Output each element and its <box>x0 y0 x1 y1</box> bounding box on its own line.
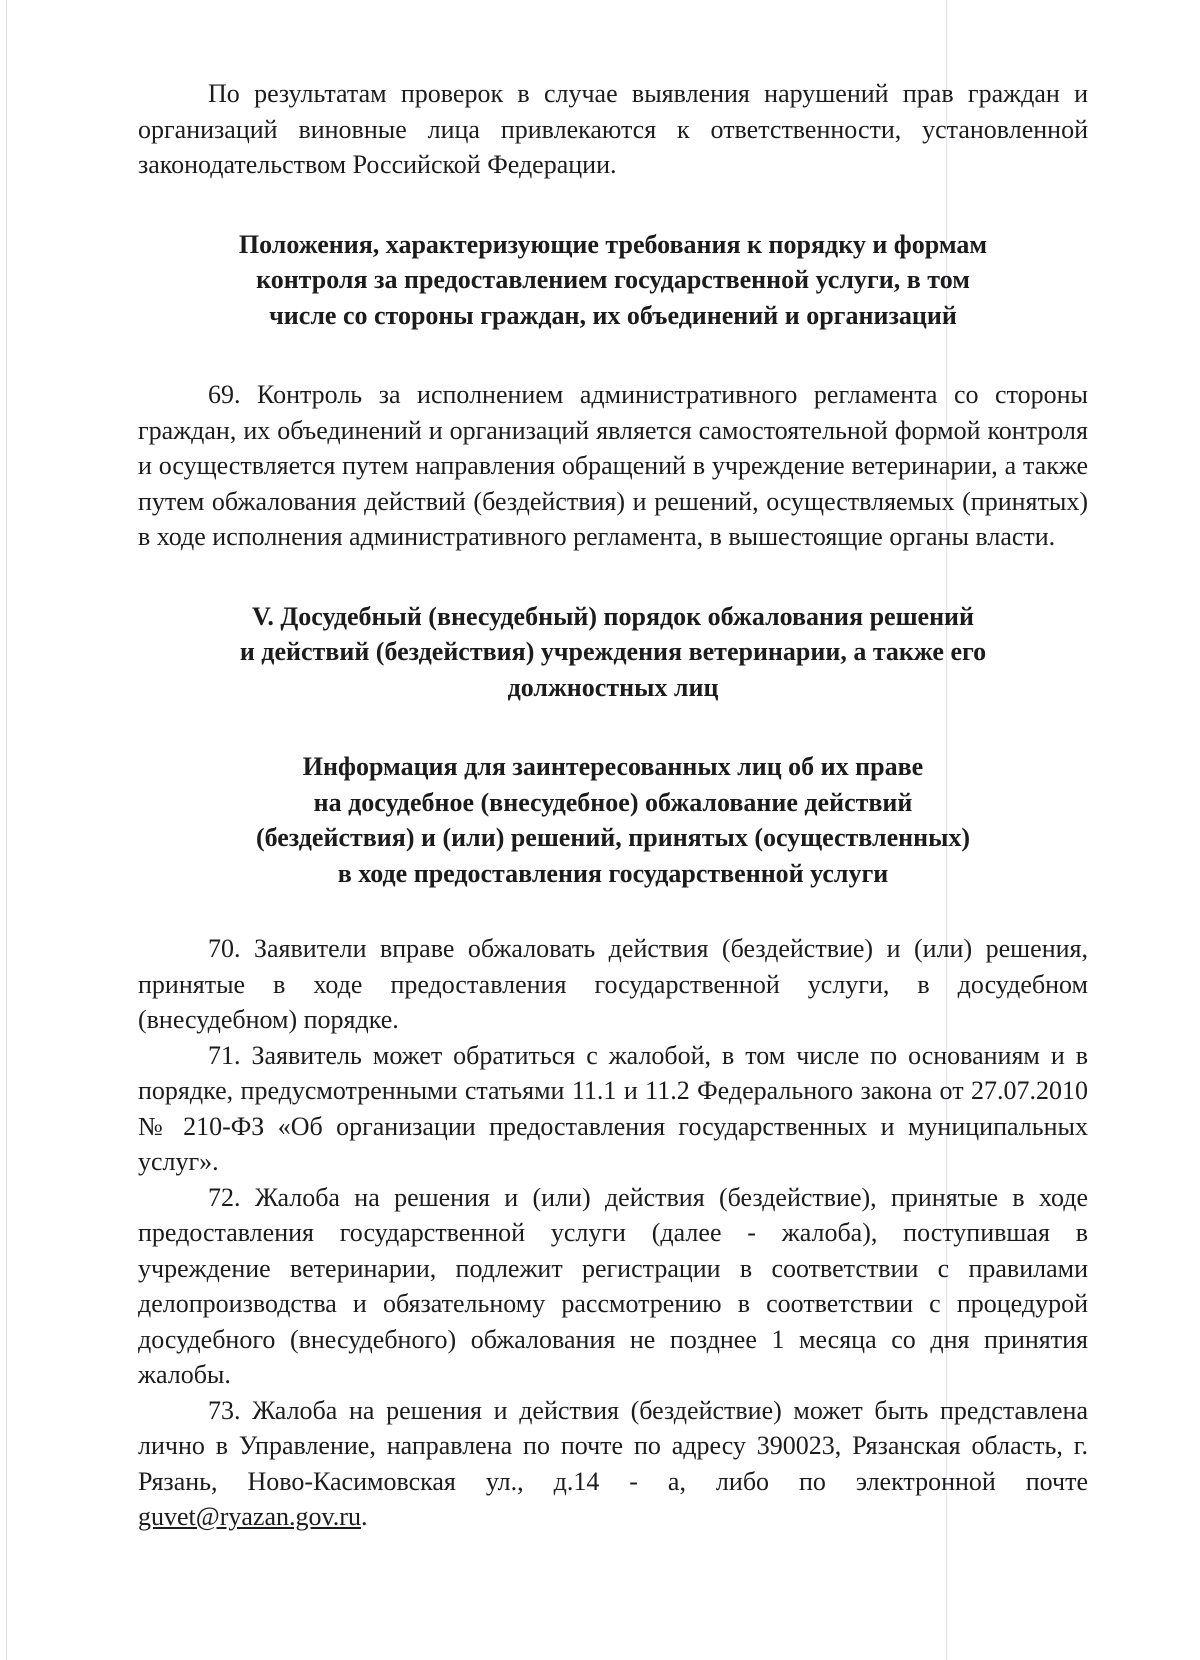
heading-line: в ходе предоставления государственной услуги <box>337 858 889 888</box>
heading-line: контроля за предоставлением государственной услуги, в том <box>256 265 970 294</box>
heading-info-rights <box>138 749 1088 891</box>
heading-line: должностных лиц <box>507 672 719 702</box>
heading-line: (бездействия) и (или) решений, принятых (осуществленных) <box>255 823 971 852</box>
heading-control-requirements <box>138 227 1088 334</box>
heading-line: V. Досудебный (внесудебный) порядок обжалования решений <box>251 601 975 631</box>
paragraph-73-end: . <box>360 1502 368 1531</box>
spacer <box>138 891 1088 931</box>
spacer <box>138 555 1088 599</box>
paragraph-71: 71. Заявитель может обратиться с жалобой, в том числе по основаниям и в порядке, предусмотренными статьями 11.1 и 11.2 Федерального закона от 27.07.2010 № 210-ФЗ «Об организации предоставления государственных и муниципальных услуг». <box>138 1040 1088 1176</box>
paragraph-69: 69. Контроль за исполнением административного регламента со стороны граждан, их объединений и организаций является самостоятельной формой контроля и осуществляется путем направления обращений в учреждение ветеринарии, а также путем обжалования действий (бездействия) и решений, осуществляемых (принятых) в ходе исполнения административного регламента, в вышестоящие органы власти. <box>138 380 1088 551</box>
spacer <box>138 183 1088 227</box>
paragraph-intro: По результатам проверок в случае выявления нарушений прав граждан и организаций виновные лица привлекаются к ответственности, установленной законодательством Российской Федерации. <box>138 79 1088 179</box>
scan-left-edge <box>6 0 7 1660</box>
paragraph-73-text: 73. Жалоба на решения и действия (бездействие) может быть представлена лично в Управление, направлена по почте по адресу 390023, Рязанская область, г. Рязань, Ново-Касимовская ул., д.14 - а, либо по электронной почте <box>138 1395 1088 1496</box>
heading-line: и действий (бездействия) учреждения ветеринарии, а также его <box>239 637 987 666</box>
document-page <box>138 76 1088 1535</box>
paragraph-73 <box>138 1393 1088 1535</box>
heading-line: Положения, характеризующие требования к порядку и формам <box>238 229 988 259</box>
heading-line: числе со стороны граждан, их объединений и организаций <box>269 300 957 330</box>
spacer <box>138 705 1088 749</box>
paragraph-70: 70. Заявители вправе обжаловать действия (бездействие) и (или) решения, принятые в ходе предоставления государственной услуги, в досудебном (внесудебном) порядке. <box>138 934 1088 1034</box>
heading-section-5 <box>138 599 1088 706</box>
heading-line: на досудебное (внесудебное) обжалование действий <box>313 787 913 817</box>
spacer <box>138 333 1088 377</box>
heading-line: Информация для заинтересованных лиц об их праве <box>302 752 924 781</box>
email-link[interactable]: guvet@ryazan.gov.ru <box>138 1502 361 1531</box>
paragraph-72: 72. Жалоба на решения и (или) действия (бездействие), принятые в ходе предоставления государственной услуги (далее - жалоба), поступившая в учреждение ветеринарии, подлежит регистрации в соответствии с правилами делопроизводства и обязательному рассмотрению в соответствии с процедурой досудебного (внесудебного) обжалования не позднее 1 месяца со дня принятия жалобы. <box>138 1182 1088 1389</box>
